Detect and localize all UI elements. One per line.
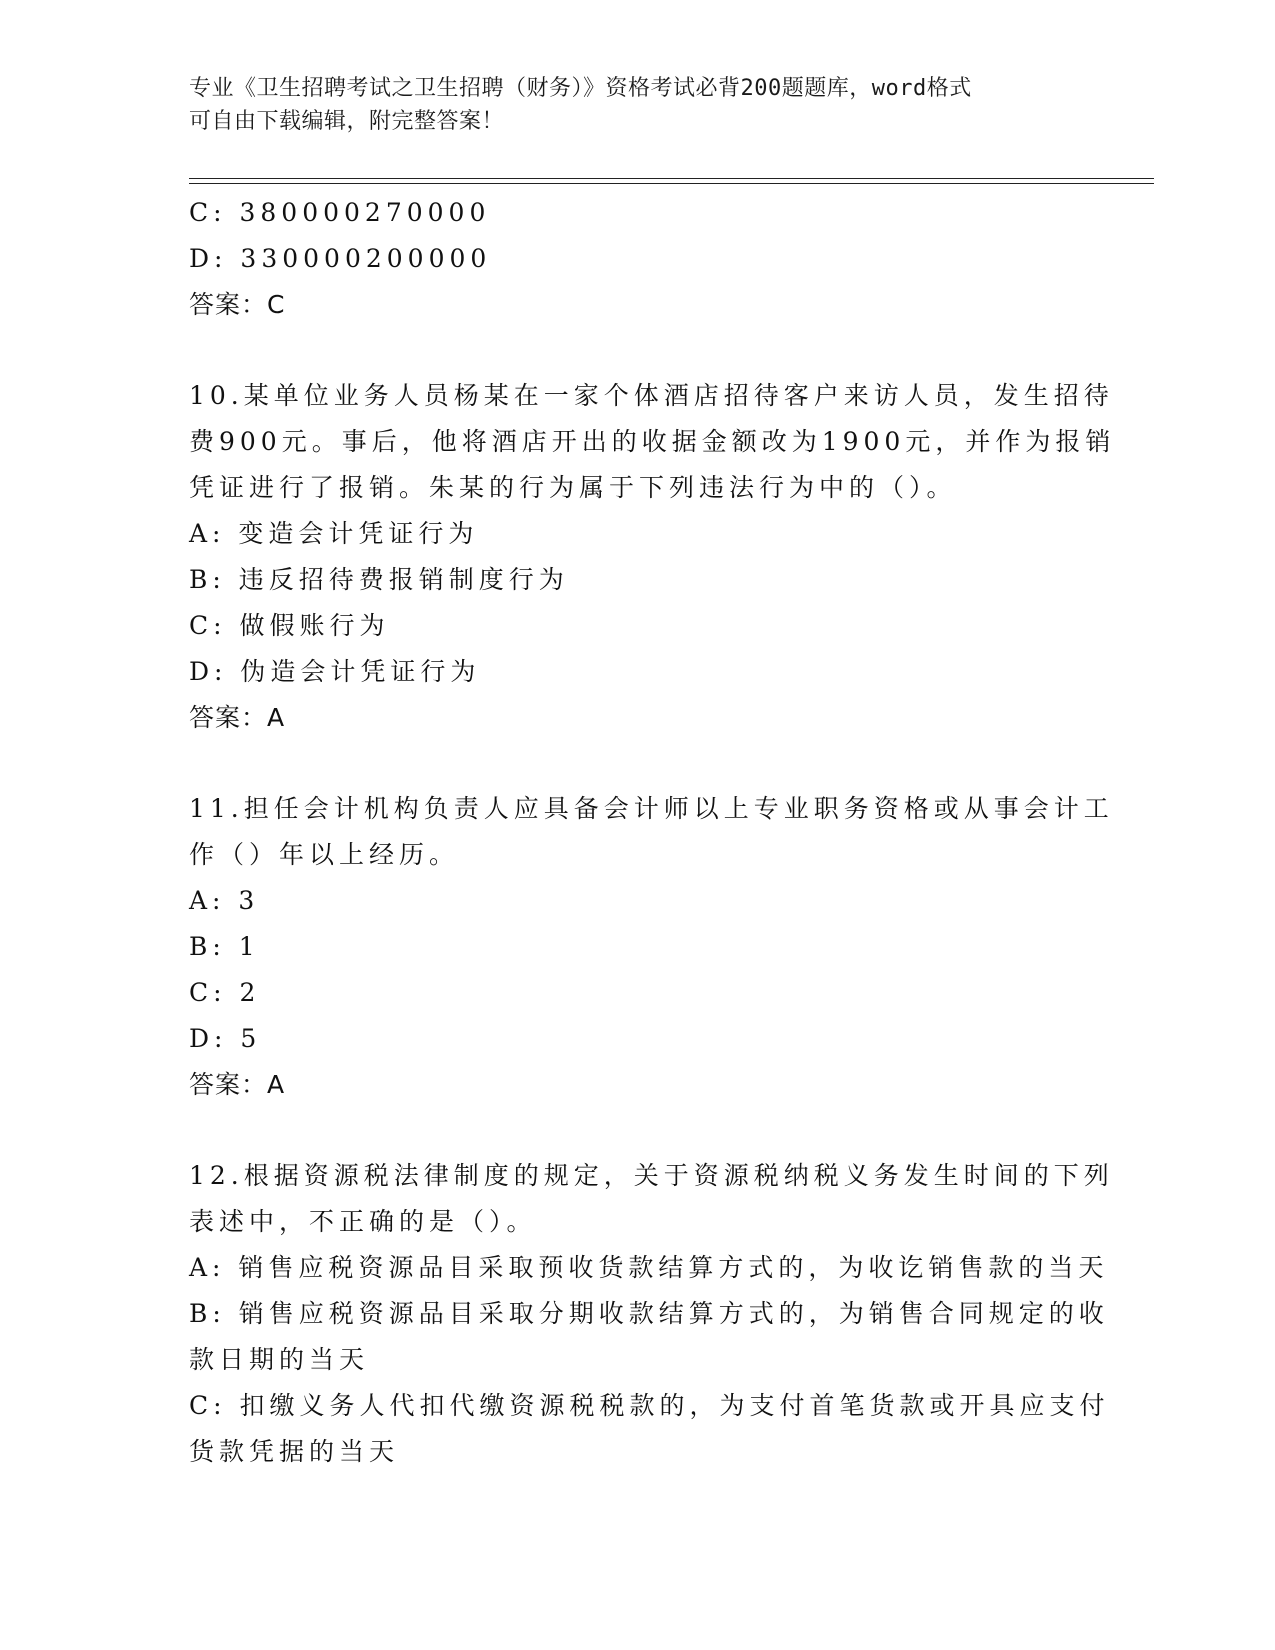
question-text-line: 表述中，不正确的是（）。 — [189, 1207, 537, 1236]
option-c: C: 扣缴义务人代扣代缴资源税税款的，为支付首笔货款或开具应支付 — [189, 1391, 1110, 1420]
question-text-line: 凭证进行了报销。朱某的行为属于下列违法行为中的（）。 — [189, 473, 957, 502]
question-11 — [189, 786, 1114, 1108]
option-a: A: 销售应税资源品目采取预收货款结算方式的，为收讫销售款的当天 — [189, 1253, 1109, 1282]
answer: 答案：A — [189, 1070, 286, 1099]
option-b: B: 销售应税资源品目采取分期收款结算方式的，为销售合同规定的收 — [189, 1299, 1109, 1328]
option-a: A: 3 — [189, 886, 260, 915]
answer: 答案：C — [189, 290, 286, 319]
question-text-line: 12.根据资源税法律制度的规定，关于资源税纳税义务发生时间的下列 — [189, 1161, 1114, 1190]
option-b-continued: 款日期的当天 — [189, 1345, 370, 1374]
option-d: D: 330000200000 — [189, 244, 492, 273]
question-text-line: 作（）年以上经历。 — [189, 840, 460, 869]
option-c-continued: 货款凭据的当天 — [189, 1437, 400, 1466]
question-text — [189, 1153, 1114, 1245]
header-line-2: 可自由下载编辑，附完整答案！ — [189, 109, 505, 134]
question-text-line: 费900元。事后，他将酒店开出的收据金额改为1900元，并作为报销 — [189, 427, 1116, 456]
option-b: B: 违反招待费报销制度行为 — [189, 565, 569, 594]
question-text — [189, 786, 1114, 878]
option-c: C: 做假账行为 — [189, 611, 390, 640]
answer: 答案：A — [189, 703, 286, 732]
question-10 — [189, 373, 1116, 741]
option-d: D: 伪造会计凭证行为 — [189, 657, 481, 686]
question-text-line: 10.某单位业务人员杨某在一家个体酒店招待客户来访人员，发生招待 — [189, 381, 1114, 410]
question-9-tail — [189, 190, 1089, 328]
header-line-1: 专业《卫生招聘考试之卫生招聘（财务）》资格考试必背200题题库，word格式 — [189, 76, 972, 101]
header-divider-top — [189, 178, 1154, 179]
option-d: D: 5 — [189, 1024, 262, 1053]
document-body — [189, 190, 1116, 1475]
question-12 — [189, 1153, 1114, 1475]
document-header — [189, 72, 1079, 138]
question-text-line: 11.担任会计机构负责人应具备会计师以上专业职务资格或从事会计工 — [189, 794, 1114, 823]
option-b: B: 1 — [189, 932, 260, 961]
option-c: C: 2 — [189, 978, 261, 1007]
header-divider-bottom — [189, 183, 1154, 184]
option-c: C: 380000270000 — [189, 198, 491, 227]
option-a: A: 变造会计凭证行为 — [189, 519, 479, 548]
question-text — [189, 373, 1116, 511]
